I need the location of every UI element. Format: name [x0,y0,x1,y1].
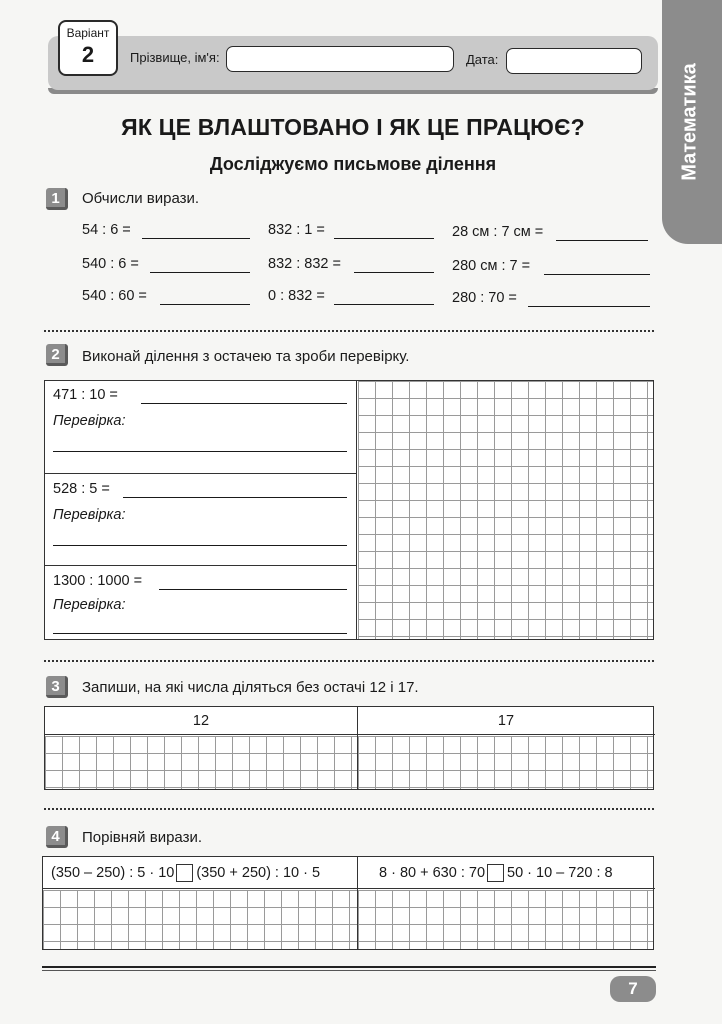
answer-line[interactable] [334,304,434,305]
expression: 832 : 832 = [268,256,341,272]
expression: 54 : 6 = [82,222,131,238]
expression: 50 · 10 – 720 : 8 [507,864,613,881]
answer-line[interactable] [528,306,650,307]
grid-workspace[interactable] [45,736,357,789]
date-label: Дата: [466,52,499,67]
expression: 471 : 10 = [53,387,118,403]
expression: 528 : 5 = [53,481,110,497]
grid-workspace[interactable] [43,890,357,949]
task-instruction: Обчисли вирази. [82,190,200,207]
dotted-separator [44,808,654,810]
expression: 8 · 80 + 630 : 70 [379,864,486,881]
division-column [45,381,357,639]
dotted-separator [44,330,654,332]
task-number-badge: 2 [46,344,68,366]
answer-line[interactable] [354,272,434,273]
answer-line[interactable] [544,274,650,275]
dotted-separator [44,660,654,662]
task-instruction: Порівняй вирази. [82,829,203,846]
expression: 28 см : 7 см = [452,224,544,240]
variant-label: Варіант [66,26,110,40]
compare-table [42,856,654,950]
subject-tab-label: Математика [678,63,701,181]
page-title: ЯК ЦЕ ВЛАШТОВАНО І ЯК ЦЕ ПРАЦЮЄ? [121,114,585,140]
row-divider [45,565,357,566]
answer-line[interactable] [142,238,250,239]
divisors-header [45,707,655,735]
check-line[interactable] [53,451,347,452]
expression: 280 : 70 = [452,290,517,306]
page-number: 7 [610,976,656,1002]
expression: 832 : 1 = [268,222,325,238]
variant-box [58,20,118,76]
compare-sign-box[interactable] [176,864,193,882]
check-line[interactable] [53,633,347,634]
expression: 280 см : 7 = [452,258,531,274]
page-subtitle: Досліджуємо письмове ділення [209,154,497,174]
check-line[interactable] [53,545,347,546]
column-header: 12 [192,713,210,729]
division-table [44,380,654,640]
grid-workspace[interactable] [358,381,653,639]
expression: (350 – 250) : 5 · 10 [51,864,175,881]
task-number-badge: 3 [46,676,68,698]
expression: 540 : 60 = [82,288,147,304]
compare-sign-box[interactable] [487,864,504,882]
task-number-badge: 4 [46,826,68,848]
expression: 540 : 6 = [82,256,139,272]
variant-number: 2 [81,42,95,67]
check-label: Перевірка: [53,597,126,613]
column-header: 17 [497,713,515,729]
answer-line[interactable] [556,240,648,241]
row-divider [45,473,357,474]
check-label: Перевірка: [53,413,126,429]
grid-workspace[interactable] [358,890,653,949]
name-label: Прізвище, ім'я: [130,50,220,65]
answer-line[interactable] [160,304,250,305]
answer-line[interactable] [334,238,434,239]
date-field[interactable] [506,48,642,74]
expression: 0 : 832 = [268,288,325,304]
name-field[interactable] [226,46,454,72]
task-instruction: Виконай ділення з остачею та зроби перевірку. [82,348,410,365]
compare-expression-right [379,864,613,882]
grid-workspace[interactable] [358,736,653,789]
expression: 1300 : 1000 = [53,573,143,589]
compare-expression-left [51,864,320,882]
compare-header [43,857,655,889]
task-instruction: Запиши, на які числа діляться без остачі 12 і 17. [82,679,419,696]
footer-rule [42,970,656,971]
answer-line[interactable] [150,272,250,273]
answer-line[interactable] [123,497,347,498]
answer-line[interactable] [141,403,347,404]
divisors-table [44,706,654,790]
footer-rule [42,966,656,968]
check-label: Перевірка: [53,507,126,523]
task-number-badge: 1 [46,188,68,210]
answer-line[interactable] [159,589,347,590]
expression: (350 + 250) : 10 · 5 [196,864,321,881]
